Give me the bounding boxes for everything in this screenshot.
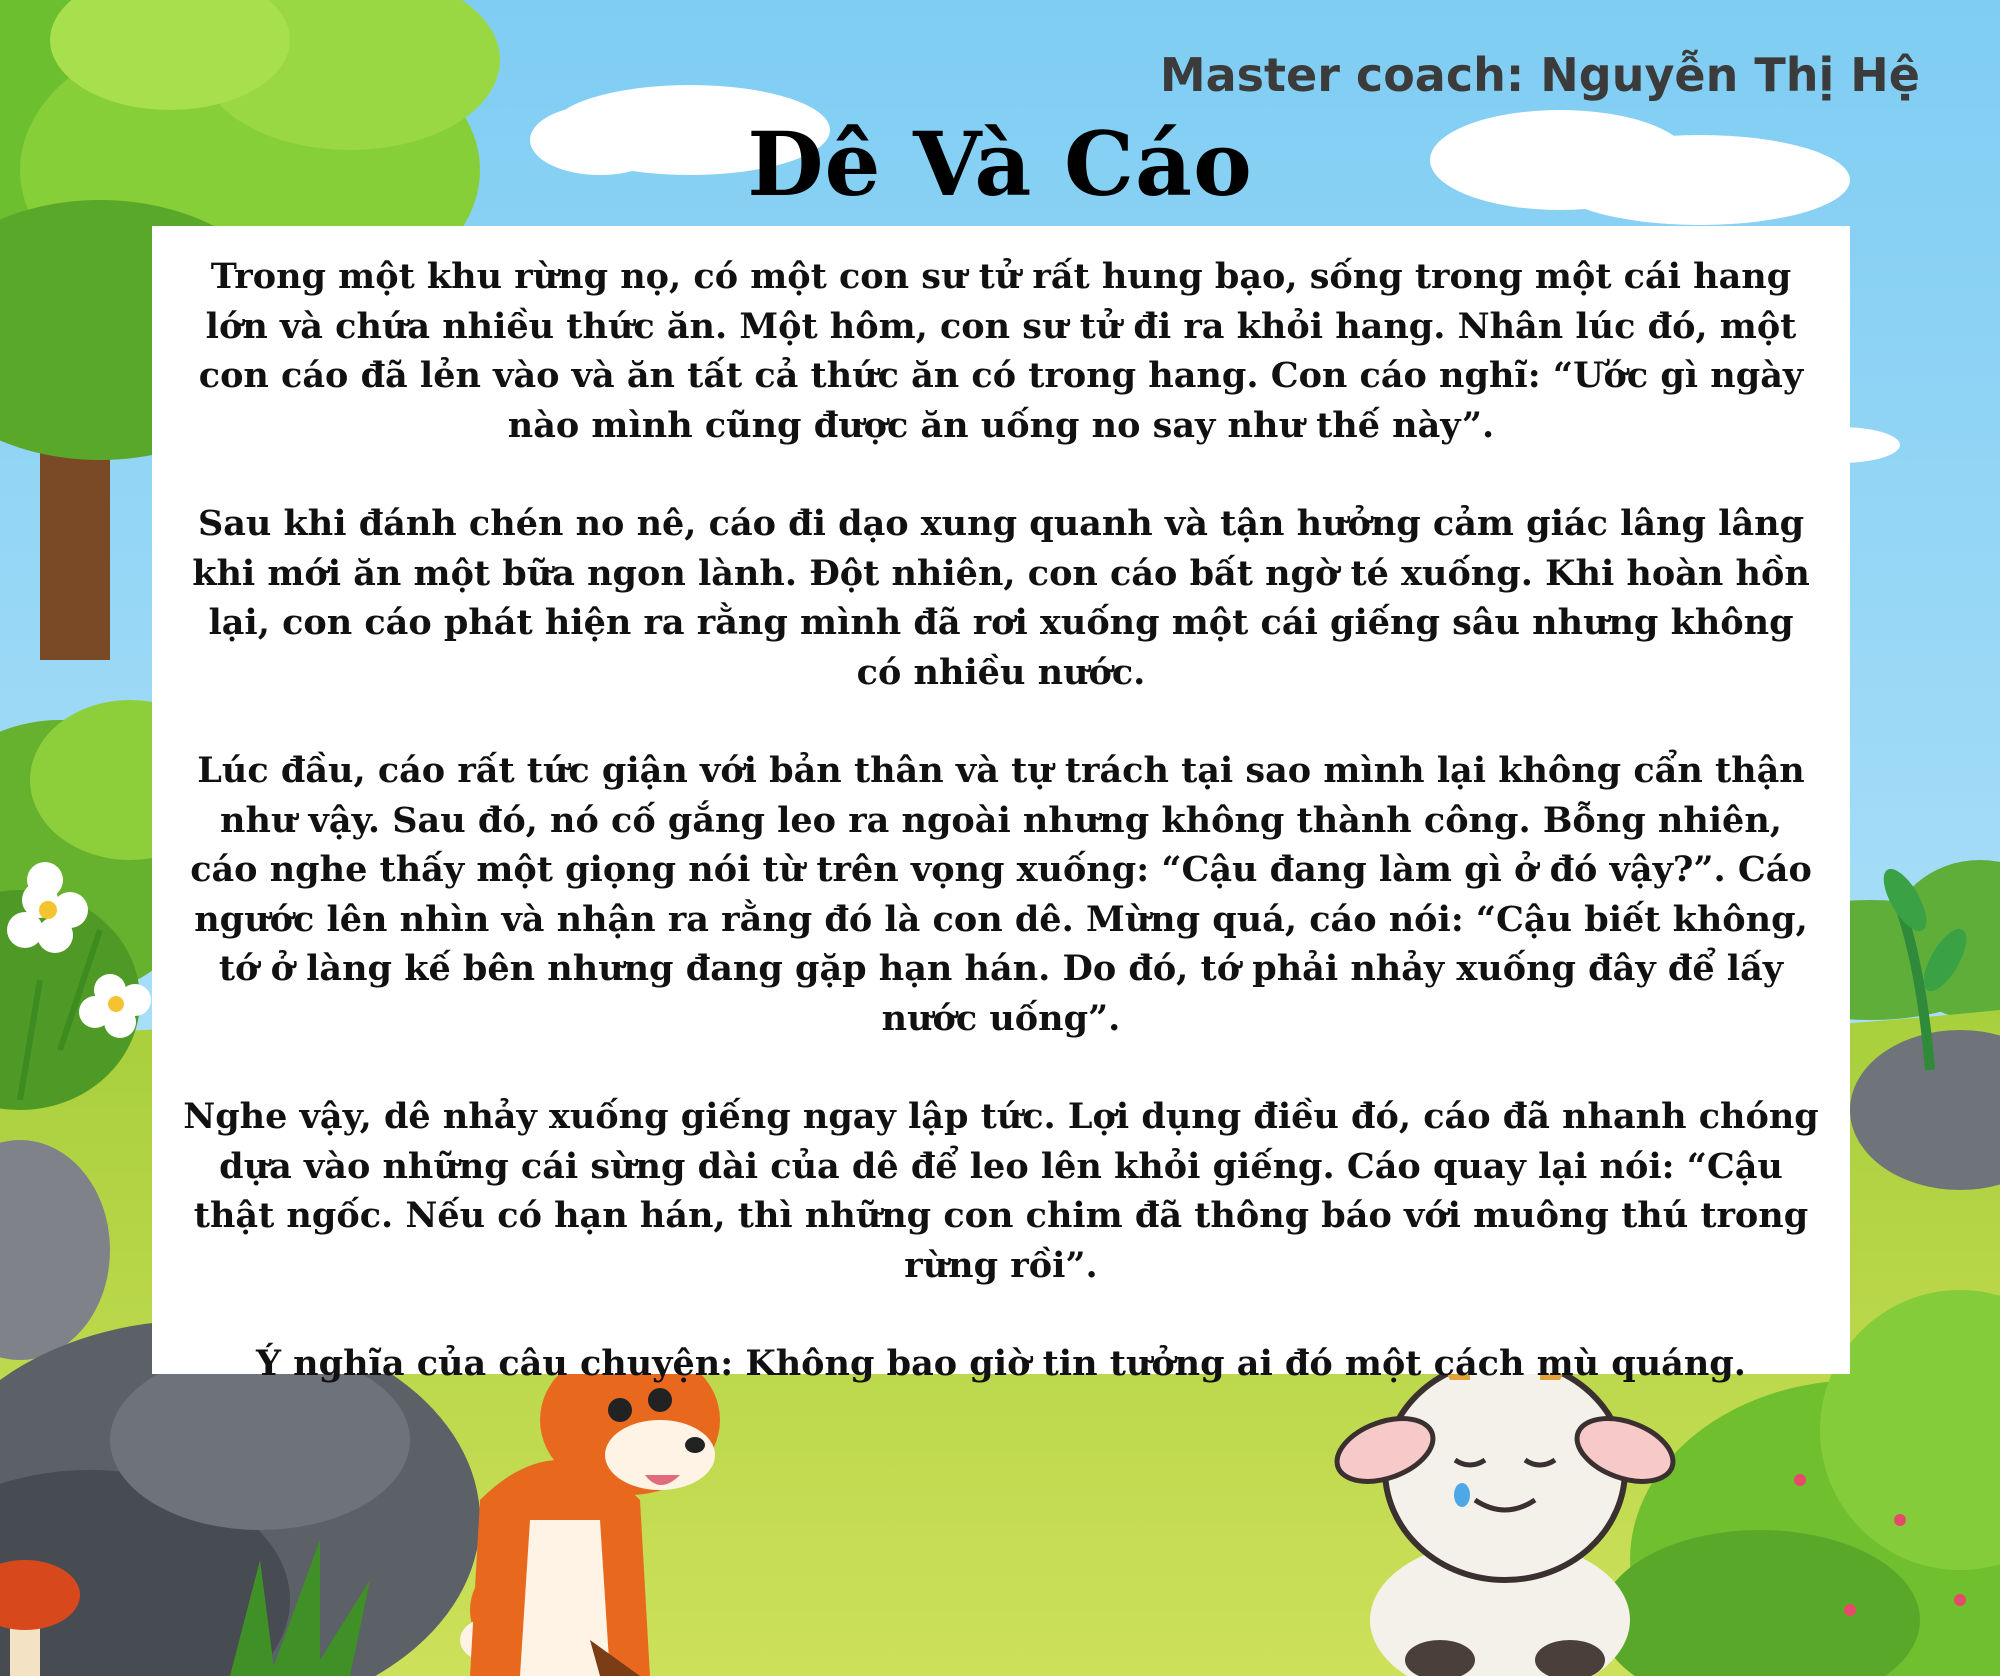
story-moral: Ý nghĩa của câu chuyện: Không bao giờ tin tưởng ai đó một cách mù quáng. xyxy=(256,1343,1746,1384)
story-title: Dê Và Cáo xyxy=(747,112,1253,216)
story-card xyxy=(152,226,1850,1384)
coach-credit: Master coach: Nguyễn Thị Hệ xyxy=(1159,48,1920,102)
story-paragraph: Lúc đầu, cáo rất tức giận với bản thân và tự trách tại sao mình lại không cẩn thận như vậy. Sau đó, nó cố gắng leo ra ngoài nhưng không thành công. Bỗng nhiên, cáo nghe thấy một giọng nói từ trên vọng xuống: “Cậu đang làm gì ở đó vậy?”. Cáo ngước lên nhìn và nhận ra rằng đó là con dê. Mừng quá, cáo nói: “Cậu biết không, tớ ở làng kế bên nhưng đang gặp hạn hán. Do đó, tớ phải nhảy xuống đây để lấy nước uống”. xyxy=(190,750,1812,1039)
story-paragraph: Trong một khu rừng nọ, có một con sư tử rất hung bạo, sống trong một cái hang lớn và chứa nhiều thức ăn. Một hôm, con sư tử đi ra khỏi hang. Nhân lúc đó, một con cáo đã lẻn vào và ăn tất cả thức ăn có trong hang. Con cáo nghĩ: “Ước gì ngày nào mình cũng được ăn uống no say như thế này”. xyxy=(198,256,1804,446)
story-paragraph: Sau khi đánh chén no nê, cáo đi dạo xung quanh và tận hưởng cảm giác lâng lâng khi mới ăn một bữa ngon lành. Đột nhiên, con cáo bất ngờ té xuống. Khi hoàn hồn lại, con cáo phát hiện ra rằng mình đã rơi xuống một cái giếng sâu nhưng không có nhiều nước. xyxy=(192,503,1810,693)
story-paragraph: Nghe vậy, dê nhảy xuống giếng ngay lập tức. Lợi dụng điều đó, cáo đã nhanh chóng dựa vào những cái sừng dài của dê để leo lên khỏi giếng. Cáo quay lại nói: “Cậu thật ngốc. Nếu có hạn hán, thì những con chim đã thông báo với muông thú trong rừng rồi”. xyxy=(183,1096,1819,1286)
